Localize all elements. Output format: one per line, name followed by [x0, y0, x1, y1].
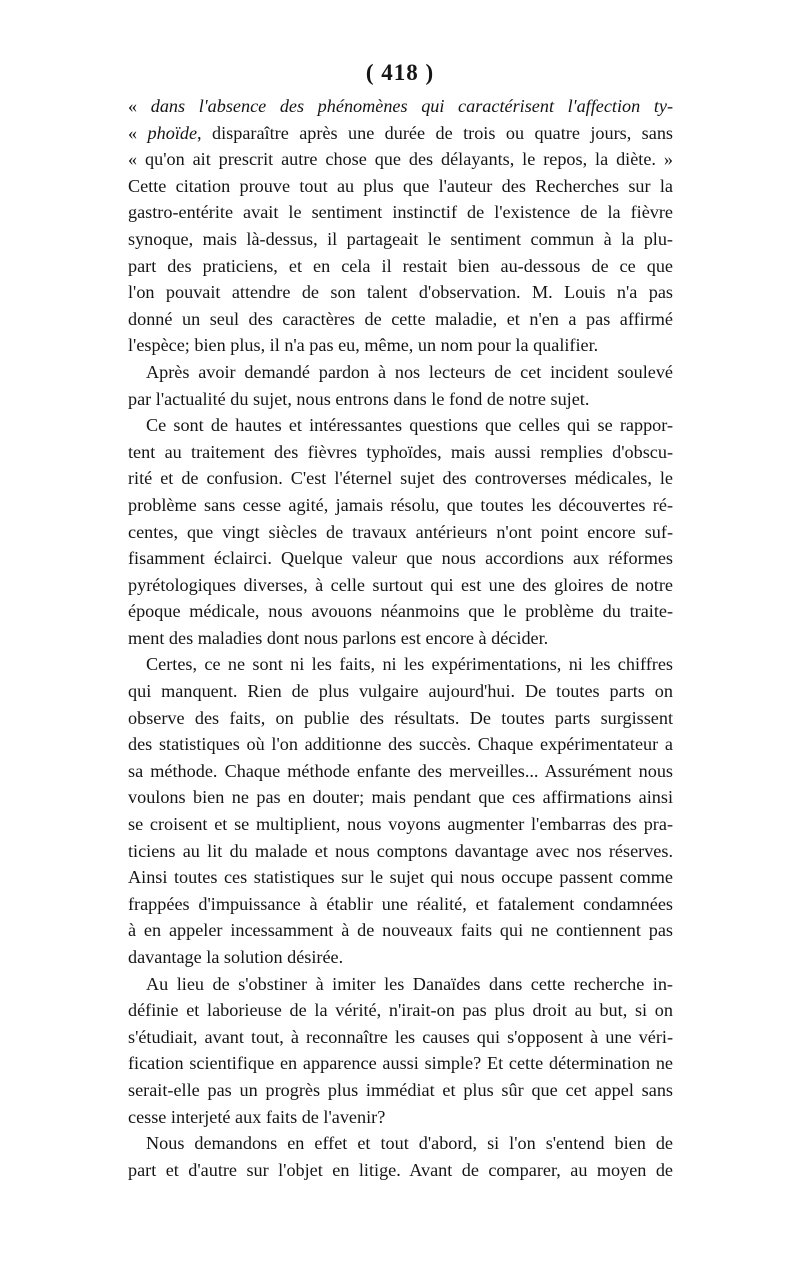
- text-run: cesse interjeté aux faits de l'avenir?: [128, 1106, 386, 1127]
- text-run: synoque, mais là-dessus, il partageait le sentiment commun à la plu-: [128, 228, 673, 249]
- text-line: [128, 465, 673, 492]
- text-run: tent au traitement des fièvres typhoïdes, mais aussi remplies d'obscu-: [128, 441, 673, 462]
- paragraph: [128, 359, 673, 412]
- text-run: , disparaître après une durée de trois ou quatre jours, sans: [197, 122, 674, 143]
- text-line: [128, 572, 673, 599]
- text-line: [128, 1104, 673, 1131]
- paragraph: [128, 412, 673, 651]
- text-line: [128, 386, 673, 413]
- text-run: part des praticiens, et en cela il restait bien au-dessous de ce que: [128, 255, 673, 276]
- text-line: [128, 120, 673, 147]
- text-run: Cette citation prouve tout au plus que l'auteur des Recherches sur la: [128, 175, 673, 196]
- text-run: Au lieu de s'obstiner à imiter les Danaïdes dans cette recherche in-: [146, 973, 673, 994]
- text-run: qui manquent. Rien de plus vulgaire aujourd'hui. De toutes parts on: [128, 681, 673, 702]
- text-line: [128, 545, 673, 572]
- text-line: [128, 519, 673, 546]
- text-run: pyrétologiques diverses, à celle surtout qui est une des gloires de notre: [128, 574, 673, 595]
- text-run: fisamment éclairci. Quelque valeur que nous accordions aux réformes: [128, 548, 673, 569]
- text-line: [128, 253, 673, 280]
- text-run: Après avoir demandé pardon à nos lecteurs de cet incident soulevé: [146, 361, 673, 382]
- text-run: problème sans cesse agité, jamais résolu, que toutes les découvertes ré-: [128, 494, 673, 515]
- text-run: définie et laborieuse de la vérité, n'irait-on pas plus droit au but, si on: [128, 1000, 673, 1021]
- text-line: [128, 1024, 673, 1051]
- text-line: [128, 226, 673, 253]
- text-line: [128, 678, 673, 705]
- italic-text: phoïde: [147, 122, 198, 143]
- text-run: sa méthode. Chaque méthode enfante des merveilles... Assurément nous: [128, 760, 673, 781]
- paragraph: [128, 93, 673, 359]
- text-run: ment des maladies dont nous parlons est encore à décider.: [128, 627, 549, 648]
- text-line: [128, 598, 673, 625]
- text-line: [128, 1130, 673, 1157]
- text-line: [128, 199, 673, 226]
- text-line: [128, 651, 673, 678]
- text-run: frappées d'impuissance à établir une réalité, et fatalement condamnées: [128, 893, 673, 914]
- text-line: [128, 731, 673, 758]
- text-line: [128, 917, 673, 944]
- text-line: [128, 997, 673, 1024]
- text-run: donné un seul des caractères de cette maladie, et n'en a pas affirmé: [128, 308, 673, 329]
- text-line: [128, 173, 673, 200]
- text-line: [128, 332, 673, 359]
- text-run: par l'actualité du sujet, nous entrons dans le fond de notre sujet.: [128, 388, 590, 409]
- text-run: s'étudiait, avant tout, à reconnaître les causes qui s'opposent à une véri-: [128, 1026, 673, 1047]
- text-run: centes, que vingt siècles de travaux antérieurs n'ont point encore suf-: [128, 521, 673, 542]
- text-run: observe des faits, on publie des résultats. De toutes parts surgissent: [128, 707, 673, 728]
- paragraph: [128, 971, 673, 1131]
- text-line: [128, 758, 673, 785]
- text-run: l'espèce; bien plus, il n'a pas eu, même, un nom pour la qualifier.: [128, 335, 599, 356]
- text-run: des statistiques où l'on additionne des succès. Chaque expérimentateur a: [128, 734, 673, 755]
- text-line: [128, 306, 673, 333]
- text-line: [128, 864, 673, 891]
- text-line: [128, 146, 673, 173]
- text-run: ticiens au lit du malade et nous comptons davantage avec nos réserves.: [128, 840, 673, 861]
- text-run: voulons bien ne pas en douter; mais pendant que ces affirmations ainsi: [128, 787, 673, 808]
- text-line: [128, 705, 673, 732]
- text-line: [128, 625, 673, 652]
- paragraph: [128, 1130, 673, 1183]
- text-run: «: [128, 122, 148, 143]
- text-run: rité et de confusion. C'est l'éternel sujet des controverses médicales, le: [128, 468, 673, 489]
- text-line: [128, 891, 673, 918]
- text-run: Ainsi toutes ces statistiques sur le sujet qui nous occupe passent comme: [128, 867, 673, 888]
- text-run: serait-elle pas un progrès plus immédiat et plus sûr que cet appel sans: [128, 1079, 673, 1100]
- text-run: se croisent et se multiplient, nous voyons augmenter l'embarras des pra-: [128, 814, 673, 835]
- text-run: « qu'on ait prescrit autre chose que des délayants, le repos, la diète. »: [128, 149, 673, 170]
- text-line: [128, 838, 673, 865]
- text-line: [128, 93, 673, 120]
- text-line: [128, 412, 673, 439]
- text-line: [128, 1077, 673, 1104]
- text-run: gastro-entérite avait le sentiment instinctif de l'existence de la fièvre: [128, 202, 673, 223]
- italic-text: dans l'absence des phénomènes qui caractérisent l'affection ty-: [150, 96, 674, 116]
- text-line: [128, 279, 673, 306]
- text-line: [128, 492, 673, 519]
- text-run: Nous demandons en effet et tout d'abord, si l'on s'entend bien de: [146, 1133, 673, 1154]
- text-line: [128, 439, 673, 466]
- text-run: davantage la solution désirée.: [128, 947, 344, 967]
- text-run: époque médicale, nous avouons néanmoins que le problème du traite-: [128, 601, 673, 622]
- text-run: «: [128, 96, 151, 116]
- text-run: fication scientifique en apparence aussi simple? Et cette détermination ne: [128, 1053, 673, 1074]
- text-run: Ce sont de hautes et intéressantes questions que celles qui se rappor-: [146, 415, 673, 436]
- text-line: [128, 811, 673, 838]
- text-run: à en appeler incessamment à de nouveaux faits qui ne contiennent pas: [128, 920, 673, 941]
- text-line: [128, 359, 673, 386]
- paragraph: [128, 651, 673, 970]
- text-run: l'on pouvait attendre de son talent d'observation. M. Louis n'a pas: [128, 282, 673, 303]
- text-line: [128, 784, 673, 811]
- text-run: Certes, ce ne sont ni les faits, ni les expérimentations, ni les chiffres: [146, 654, 673, 675]
- text-line: [128, 1050, 673, 1077]
- text-run: part et d'autre sur l'objet en litige. Avant de comparer, au moyen de: [128, 1159, 673, 1180]
- body-text: [128, 93, 673, 1183]
- text-line: [128, 1157, 673, 1184]
- page-number: ( 418 ): [365, 60, 435, 85]
- text-line: [128, 944, 673, 971]
- text-line: [128, 971, 673, 998]
